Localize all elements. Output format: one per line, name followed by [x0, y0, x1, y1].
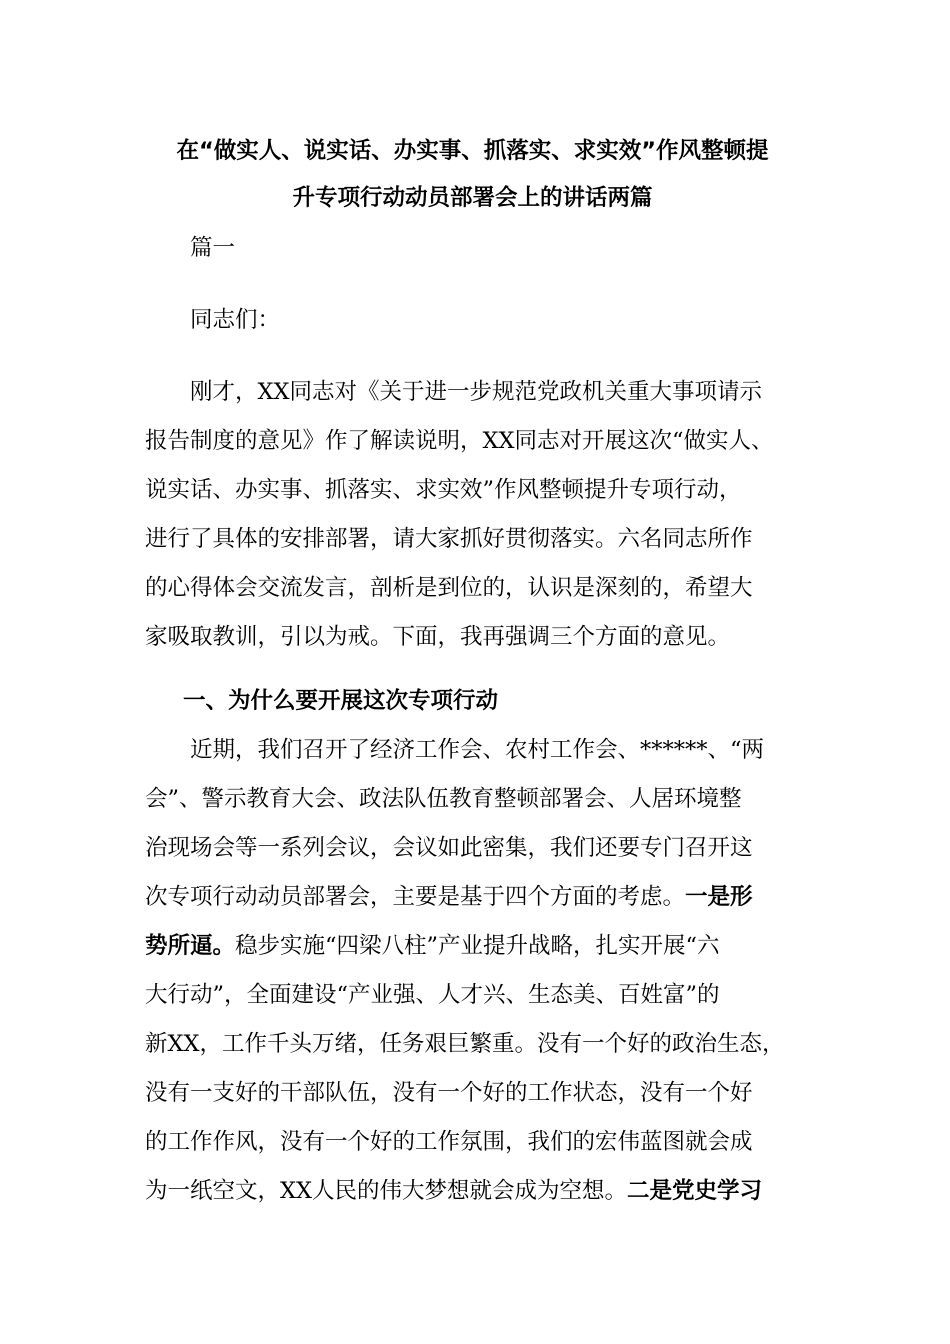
body-line: 近期，我们召开了经济工作会、农村工作会、******、“两 [190, 737, 765, 763]
salutation-text: 同志们： [190, 307, 281, 333]
body-text: 次专项行动动员部署会，主要是基于四个方面的考虑。 [145, 884, 686, 910]
title-line-1: 在“做实人、说实话、办实事、抓落实、求实效”作风整顿提 [176, 138, 769, 164]
intro-line: 进行了具体的安排部署，请大家抓好贯彻落实。六名同志所作 [145, 526, 753, 552]
body-line [145, 922, 815, 971]
body-text: 为一纸空文，XX人民的伟大梦想就会成为空想。 [145, 1178, 628, 1204]
body-text: 稳步实施“四梁八柱”产业提升战略，扎实开展“六 [235, 933, 720, 959]
emphasis-text: 势所逼。 [145, 933, 236, 959]
intro-line: 的心得体会交流发言，剖析是到位的，认识是深刻的，希望大 [145, 575, 753, 601]
intro-paragraph [145, 368, 815, 662]
salutation [145, 296, 815, 345]
emphasis-text: 二是党史学习 [627, 1178, 763, 1204]
intro-line: 报告制度的意见》作了解读说明，XX同志对开展这次“做实人、 [145, 428, 774, 454]
document-page [145, 128, 815, 1216]
body-line: 治现场会等一系列会议，会议如此密集，我们还要专门召开这 [145, 835, 753, 861]
body-line: 大行动”，全面建设“产业强、人才兴、生态美、百姓富”的 [145, 982, 720, 1008]
body-line: 没有一支好的干部队伍，没有一个好的工作状态，没有一个好 [145, 1080, 753, 1106]
body-line: 新XX，工作千头万绪，任务艰巨繁重。没有一个好的政治生态， [145, 1031, 785, 1057]
body-paragraph [145, 726, 815, 1216]
part-label [145, 224, 815, 273]
body-line: 的工作作风，没有一个好的工作氛围，我们的宏伟蓝图就会成 [145, 1129, 753, 1155]
body-line [145, 873, 815, 922]
emphasis-text: 一是形 [685, 884, 753, 910]
title-line-2: 升专项行动动员部署会上的讲话两篇 [292, 185, 653, 211]
intro-line: 说实话、办实事、抓落实、求实效”作风整顿提升专项行动， [145, 477, 742, 503]
part-label-text: 篇一 [190, 235, 236, 261]
intro-line: 家吸取教训，引以为戒。下面，我再强调三个方面的意见。 [145, 624, 731, 650]
section-heading: 一、为什么要开展这次专项行动 [183, 688, 499, 714]
intro-line: 刚才，XX同志对《关于进一步规范党政机关重大事项请示 [190, 379, 763, 405]
body-line: 会”、警示教育大会、政法队伍教育整顿部署会、人居环境整 [145, 786, 742, 812]
body-line [145, 1167, 815, 1216]
document-title [130, 128, 815, 222]
